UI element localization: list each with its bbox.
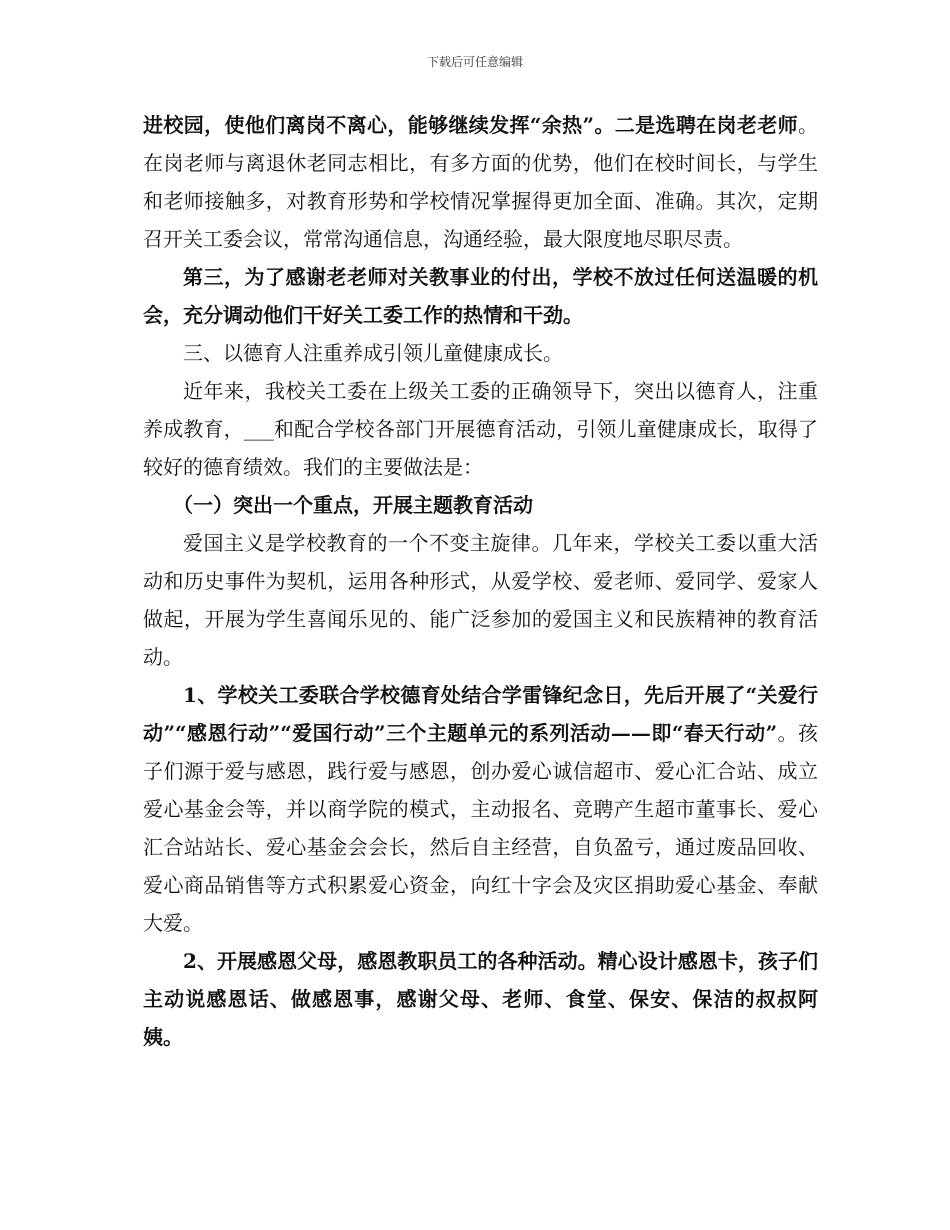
paragraph-continuation — [143, 106, 818, 258]
paragraph-patriotism: 爱国主义是学校教育的一个不变主旋律。几年来，学校关工委以重大活动和历史事件为契机，运用各种形式，从爱学校、爱老师、爱同学、爱家人做起，开展为学生喜闻乐见的、能广泛参加的爱国主义和民族精神的教育活动。 — [143, 531, 818, 669]
paragraph-third-point: 第三，为了感谢老老师对关教事业的付出，学校不放过任何送温暖的机会，充分调动他们干好关工委工作的热情和干劲。 — [143, 265, 818, 327]
paragraph-normal-text: 。在岗老师与离退休老同志相比，有多方面的优势，他们在校时间长，与学生和老师接触多，对教育形势和学校情况掌握得更加全面、准确。其次，定期召开关工委会议，常常沟通信息，沟通经验，最大限度地尽职尽责。 — [143, 113, 818, 251]
section-heading-three: 三、以德育人注重养成引领儿童健康成长。 — [183, 341, 563, 365]
document-body — [143, 106, 818, 1056]
paragraph-item-2: 2、开展感恩父母，感恩教职员工的各种活动。精心设计感恩卡，孩子们主动说感恩话、做感恩事，感谢父母、老师、食堂、保安、保洁的叔叔阿姨。 — [143, 949, 818, 1049]
paragraph-bold-text: 1、学校关工委联合学校德育处结合学雷锋纪念日，先后开展了“关爱行动”“感恩行动”“爱国行动”三个主题单元的系列活动——即“春天行动” — [143, 683, 818, 745]
subheading-one: （一）突出一个重点，开展主题教育活动 — [173, 493, 533, 517]
paragraph-recent-years: 近年来，我校关工委在上级关工委的正确领导下，突出以德育人，注重养成教育，___和配合学校各部门开展德育活动，引领儿童健康成长，取得了较好的德育绩效。我们的主要做法是： — [143, 379, 818, 479]
page-header: 下载后可任意编辑 — [426, 55, 523, 69]
paragraph-bold-text: 进校园，使他们离岗不离心，能够继续发挥“余热”。二是选聘在岗老老师 — [143, 113, 798, 137]
paragraph-normal-text: 。孩子们源于爱与感恩，践行爱与感恩，创办爱心诚信超市、爱心汇合站、成立爱心基金会等，并以商学院的模式，主动报名、竞聘产生超市董事长、爱心汇合站站长、爱心基金会会长，然后自主经营，自负盈亏，通过废品回收、爱心商品销售等方式积累爱心资金，向红十字会及灾区捐助爱心基金、奉献大爱。 — [143, 721, 818, 935]
paragraph-item-1 — [143, 676, 818, 942]
